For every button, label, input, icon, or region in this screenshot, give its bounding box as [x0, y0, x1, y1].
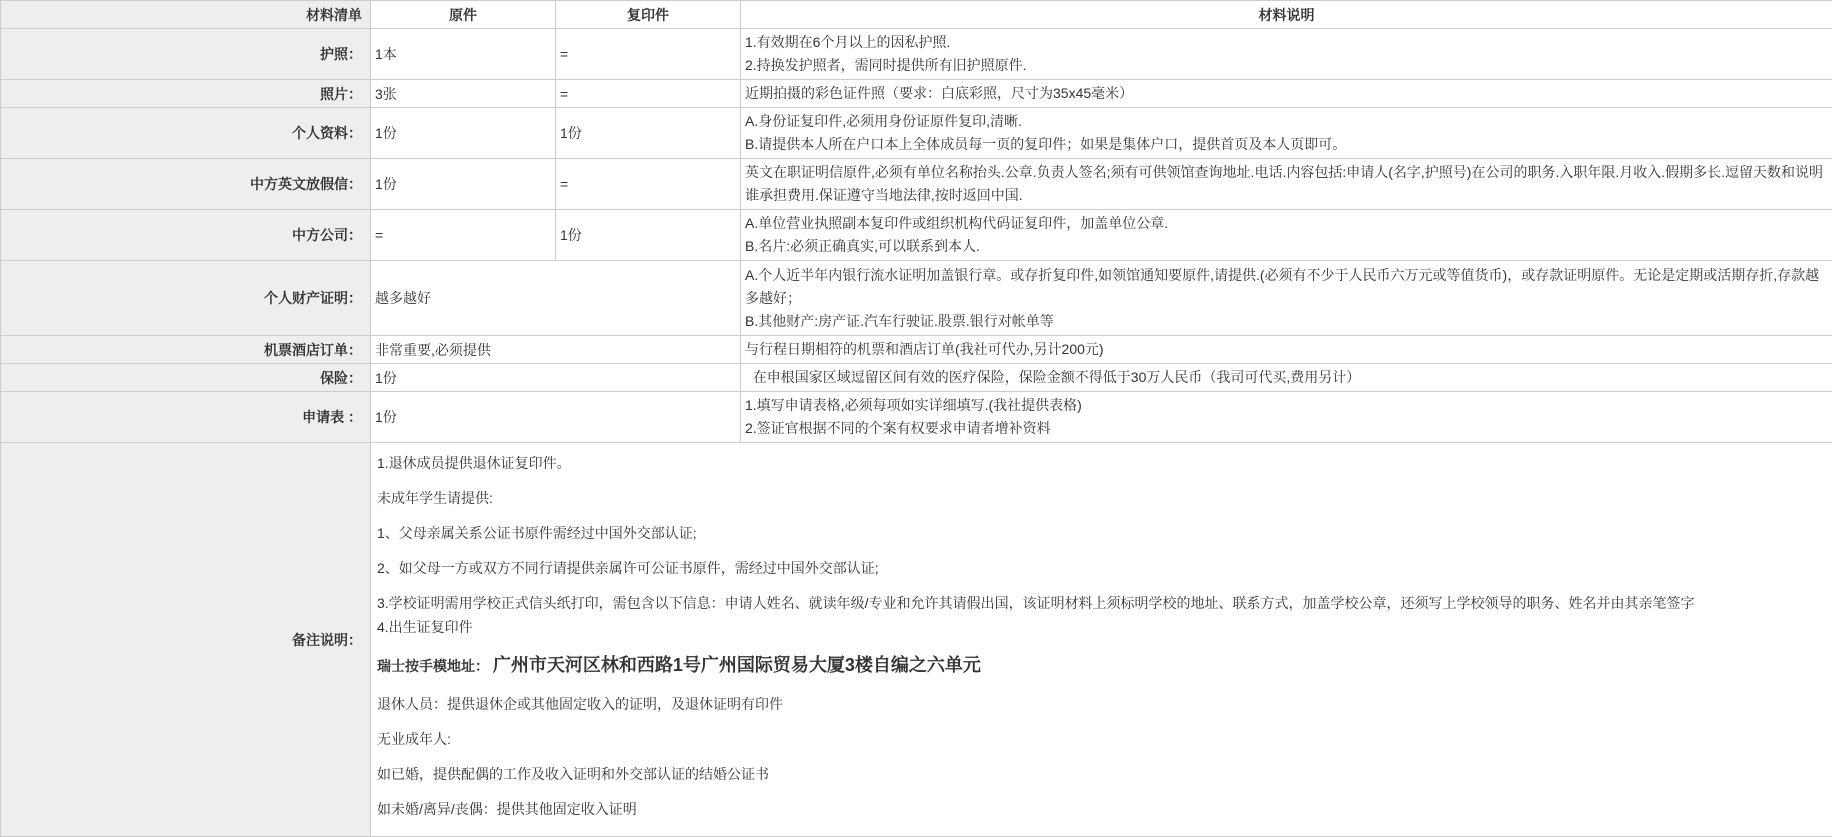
- remark-line: 1、父母亲属关系公证书原件需经过中国外交部认证;: [377, 521, 1822, 545]
- row-label: 个人资料：: [1, 108, 371, 159]
- remark-line: 如已婚，提供配偶的工作及收入证明和外交部认证的结婚公证书: [377, 762, 1822, 786]
- row-label: 备注说明：: [1, 443, 371, 837]
- remark-line: 3.学校证明需用学校正式信头纸打印，需包含以下信息：申请人姓名、就读年级/专业和允许其请假出国，该证明材料上须标明学校的地址、联系方式，加盖学校公章，还须写上学校领导的职务、姓名并由其亲笔签字: [377, 591, 1822, 615]
- copy-count: =: [556, 29, 741, 80]
- remark-line: 2、如父母一方或双方不同行请提供亲属许可公证书原件，需经过中国外交部认证;: [377, 556, 1822, 580]
- description-line: 2.持换发护照者，需同时提供所有旧护照原件.: [745, 54, 1824, 77]
- description-cell: [741, 392, 1832, 443]
- address-text: 广州市天河区林和西路1号广州国际贸易大厦3楼自编之六单元: [493, 655, 981, 675]
- table-row-property-proof: [1, 261, 1832, 336]
- remark-line: 4.出生证复印件: [377, 615, 1822, 639]
- merged-count: 1份: [371, 364, 741, 392]
- description-line: 2.签证官根据不同的个案有权要求申请者增补资料: [745, 417, 1824, 440]
- description-cell: [741, 159, 1832, 210]
- copy-count: =: [556, 159, 741, 210]
- header-material-list: 材料清单: [1, 1, 371, 29]
- description-cell: [741, 261, 1832, 336]
- original-count: =: [371, 210, 556, 261]
- copy-count: 1份: [556, 210, 741, 261]
- original-count: 3张: [371, 80, 556, 108]
- description-cell: [741, 210, 1832, 261]
- remarks-cell: [371, 443, 1832, 837]
- description-line: B.请提供本人所在户口本上全体成员每一页的复印件；如果是集体户口，提供首页及本人页即可。: [745, 133, 1824, 156]
- row-label: 中方英文放假信：: [1, 159, 371, 210]
- row-label: 照片：: [1, 80, 371, 108]
- description-line: 英文在职证明信原件,必须有单位名称抬头.公章.负责人签名;须有可供领馆查询地址.电话.内容包括:申请人(名字,护照号)在公司的职务.入职年限.月收入.假期多长.逗留天数和说明谁承担费用.保证遵守当地法律,按时返回中国.: [745, 161, 1824, 207]
- table-row-personal-info: [1, 108, 1832, 159]
- original-count: 1份: [371, 159, 556, 210]
- copy-count: =: [556, 80, 741, 108]
- row-label: 机票酒店订单：: [1, 336, 371, 364]
- table-row-remarks: [1, 443, 1832, 837]
- remark-line: 如未婚/离异/丧偶：提供其他固定收入证明: [377, 797, 1822, 821]
- description-cell: [741, 336, 1832, 364]
- header-description: 材料说明: [741, 1, 1832, 29]
- header-copy: 复印件: [556, 1, 741, 29]
- table-row-leave-letter: [1, 159, 1832, 210]
- merged-count: 非常重要,必须提供: [371, 336, 741, 364]
- description-cell: [741, 364, 1832, 392]
- table-row-passport: [1, 29, 1832, 80]
- description-cell: [741, 29, 1832, 80]
- description-cell: [741, 108, 1832, 159]
- description-line: 1.填写申请表格,必须每项如实详细填写.(我社提供表格): [745, 394, 1824, 417]
- description-line: A.个人近半年内银行流水证明加盖银行章。或存折复印件,如领馆通知要原件,请提供.(必须有不少于人民币六万元或等值货币)，或存款证明原件。无论是定期或活期存折,存款越多越好；: [745, 264, 1824, 310]
- table-row-ticket-hotel: [1, 336, 1832, 364]
- address-prefix: 瑞士按手模地址：: [377, 658, 489, 674]
- description-line: 在申根国家区域逗留区间有效的医疗保险，保险金额不得低于30万人民币（我司可代买,费用另计）: [745, 366, 1824, 389]
- description-line: A.单位营业执照副本复印件或组织机构代码证复印件，加盖单位公章.: [745, 212, 1824, 235]
- original-count: 1份: [371, 108, 556, 159]
- table-row-insurance: [1, 364, 1832, 392]
- description-line: B.名片:必须正确真实,可以联系到本人.: [745, 235, 1824, 258]
- copy-count: 1份: [556, 108, 741, 159]
- table-header-row: [1, 1, 1832, 29]
- row-label: 中方公司：: [1, 210, 371, 261]
- description-line: 与行程日期相符的机票和酒店订单(我社可代办,另计200元): [745, 338, 1824, 361]
- remark-line: 无业成年人:: [377, 727, 1822, 751]
- merged-count: 越多越好: [371, 261, 741, 336]
- description-line: A.身份证复印件,必须用身份证原件复印,清晰.: [745, 110, 1824, 133]
- description-line: 近期拍摄的彩色证件照（要求：白底彩照，尺寸为35x45毫米）: [745, 82, 1824, 105]
- description-line: B.其他财产:房产证.汽车行驶证.股票.银行对帐单等: [745, 310, 1824, 333]
- description-cell: [741, 80, 1832, 108]
- fingerprint-address-line: [377, 650, 1822, 681]
- row-label: 护照：: [1, 29, 371, 80]
- table-row-application-form: [1, 392, 1832, 443]
- row-label: 保险：: [1, 364, 371, 392]
- table-row-photo: [1, 80, 1832, 108]
- row-label: 个人财产证明：: [1, 261, 371, 336]
- merged-count: 1份: [371, 392, 741, 443]
- remark-line: 未成年学生请提供:: [377, 486, 1822, 510]
- original-count: 1本: [371, 29, 556, 80]
- table-row-chinese-company: [1, 210, 1832, 261]
- description-line: 1.有效期在6个月以上的因私护照.: [745, 31, 1824, 54]
- remark-line: 1.退休成员提供退休证复印件。: [377, 451, 1822, 475]
- remark-line: 退休人员：提供退休企或其他固定收入的证明，及退休证明有印件: [377, 692, 1822, 716]
- header-original: 原件: [371, 1, 556, 29]
- row-label: 申请表 ：: [1, 392, 371, 443]
